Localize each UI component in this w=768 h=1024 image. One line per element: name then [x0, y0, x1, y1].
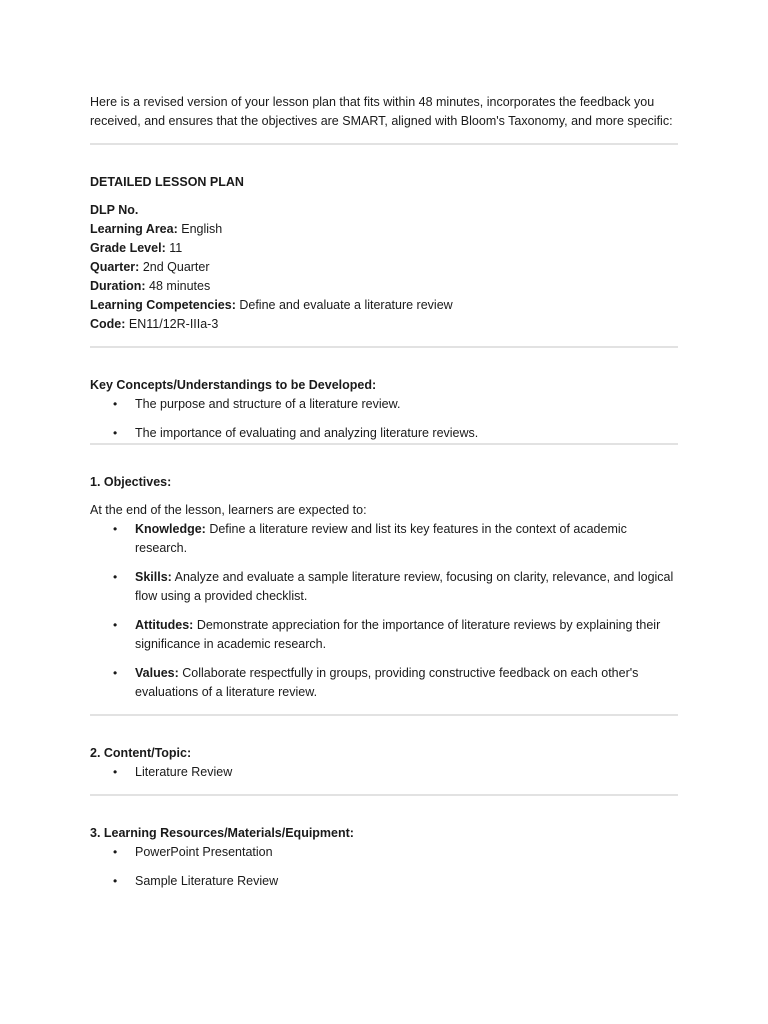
objective-text: Analyze and evaluate a sample literature review, focusing on clarity, relevance, and logical flow using a provided checklist.	[135, 570, 674, 603]
bullet-icon: •	[113, 397, 118, 411]
section-divider	[90, 346, 678, 348]
list-item	[90, 424, 678, 443]
dlp-label: DLP No.	[90, 203, 139, 217]
competencies-label: Learning Competencies:	[90, 298, 236, 312]
key-concepts-heading: Key Concepts/Understandings to be Developed:	[90, 378, 377, 392]
bullet-icon: •	[113, 522, 118, 536]
quarter-label: Quarter:	[90, 260, 140, 274]
competencies-line	[90, 296, 678, 315]
learning-area-value: English	[181, 222, 223, 236]
duration-label: Duration:	[90, 279, 146, 293]
quarter-line	[90, 258, 678, 277]
objective-label: Skills:	[135, 570, 172, 584]
objective-label: Knowledge:	[135, 522, 206, 536]
section-divider	[90, 794, 678, 796]
code-line	[90, 315, 678, 334]
content-list	[90, 763, 678, 782]
key-concepts-list	[90, 395, 678, 443]
resources-list	[90, 843, 678, 891]
list-item	[90, 520, 678, 558]
list-item	[90, 395, 678, 414]
list-item	[90, 763, 678, 782]
objectives-heading: 1. Objectives:	[90, 475, 172, 489]
duration-value: 48 minutes	[149, 279, 211, 293]
objective-label: Values:	[135, 666, 179, 680]
resource-item-text: PowerPoint Presentation	[135, 845, 273, 859]
content-item-text: Literature Review	[135, 765, 233, 779]
section-divider	[90, 714, 678, 716]
code-label: Code:	[90, 317, 126, 331]
objective-text: Demonstrate appreciation for the importance of literature reviews by explaining their significance in academic research.	[135, 618, 661, 651]
objective-text: Collaborate respectfully in groups, providing constructive feedback on each other's evaluations of a literature review.	[135, 666, 639, 699]
bullet-icon: •	[113, 874, 118, 888]
bullet-icon: •	[113, 570, 118, 584]
bullet-icon: •	[113, 666, 118, 680]
resource-item-text: Sample Literature Review	[135, 874, 279, 888]
list-item	[90, 664, 678, 702]
key-concept-text: The importance of evaluating and analyzing literature reviews.	[135, 426, 479, 440]
grade-level-label: Grade Level:	[90, 241, 166, 255]
list-item	[90, 616, 678, 654]
bullet-icon: •	[113, 618, 118, 632]
dlp-line	[90, 201, 678, 220]
objectives-list	[90, 520, 678, 702]
objectives-intro: At the end of the lesson, learners are expected to:	[90, 503, 367, 517]
objective-label: Attitudes:	[135, 618, 194, 632]
grade-level-value: 11	[169, 241, 183, 255]
list-item	[90, 568, 678, 606]
bullet-icon: •	[113, 765, 118, 779]
quarter-value: 2nd Quarter	[142, 260, 210, 274]
competencies-value: Define and evaluate a literature review	[239, 298, 453, 312]
learning-area-line	[90, 220, 678, 239]
objective-text: Define a literature review and list its key features in the context of academic research.	[135, 522, 627, 555]
key-concept-text: The purpose and structure of a literature review.	[135, 397, 401, 411]
plan-info	[90, 201, 678, 334]
list-item	[90, 872, 678, 891]
list-item	[90, 843, 678, 862]
section-divider	[90, 443, 678, 445]
content-heading: 2. Content/Topic:	[90, 746, 192, 760]
plan-title: DETAILED LESSON PLAN	[90, 175, 244, 189]
intro-paragraph: Here is a revised version of your lesson plan that fits within 48 minutes, incorporates the feedback you received, and ensures that the objectives are SMART, aligned with Bloom's Taxonomy, and more specific:	[90, 95, 673, 128]
duration-line	[90, 277, 678, 296]
grade-level-line	[90, 239, 678, 258]
resources-heading: 3. Learning Resources/Materials/Equipment:	[90, 826, 354, 840]
bullet-icon: •	[113, 426, 118, 440]
section-divider	[90, 143, 678, 145]
learning-area-label: Learning Area:	[90, 222, 178, 236]
code-value: EN11/12R-IIIa-3	[128, 317, 219, 331]
bullet-icon: •	[113, 845, 118, 859]
